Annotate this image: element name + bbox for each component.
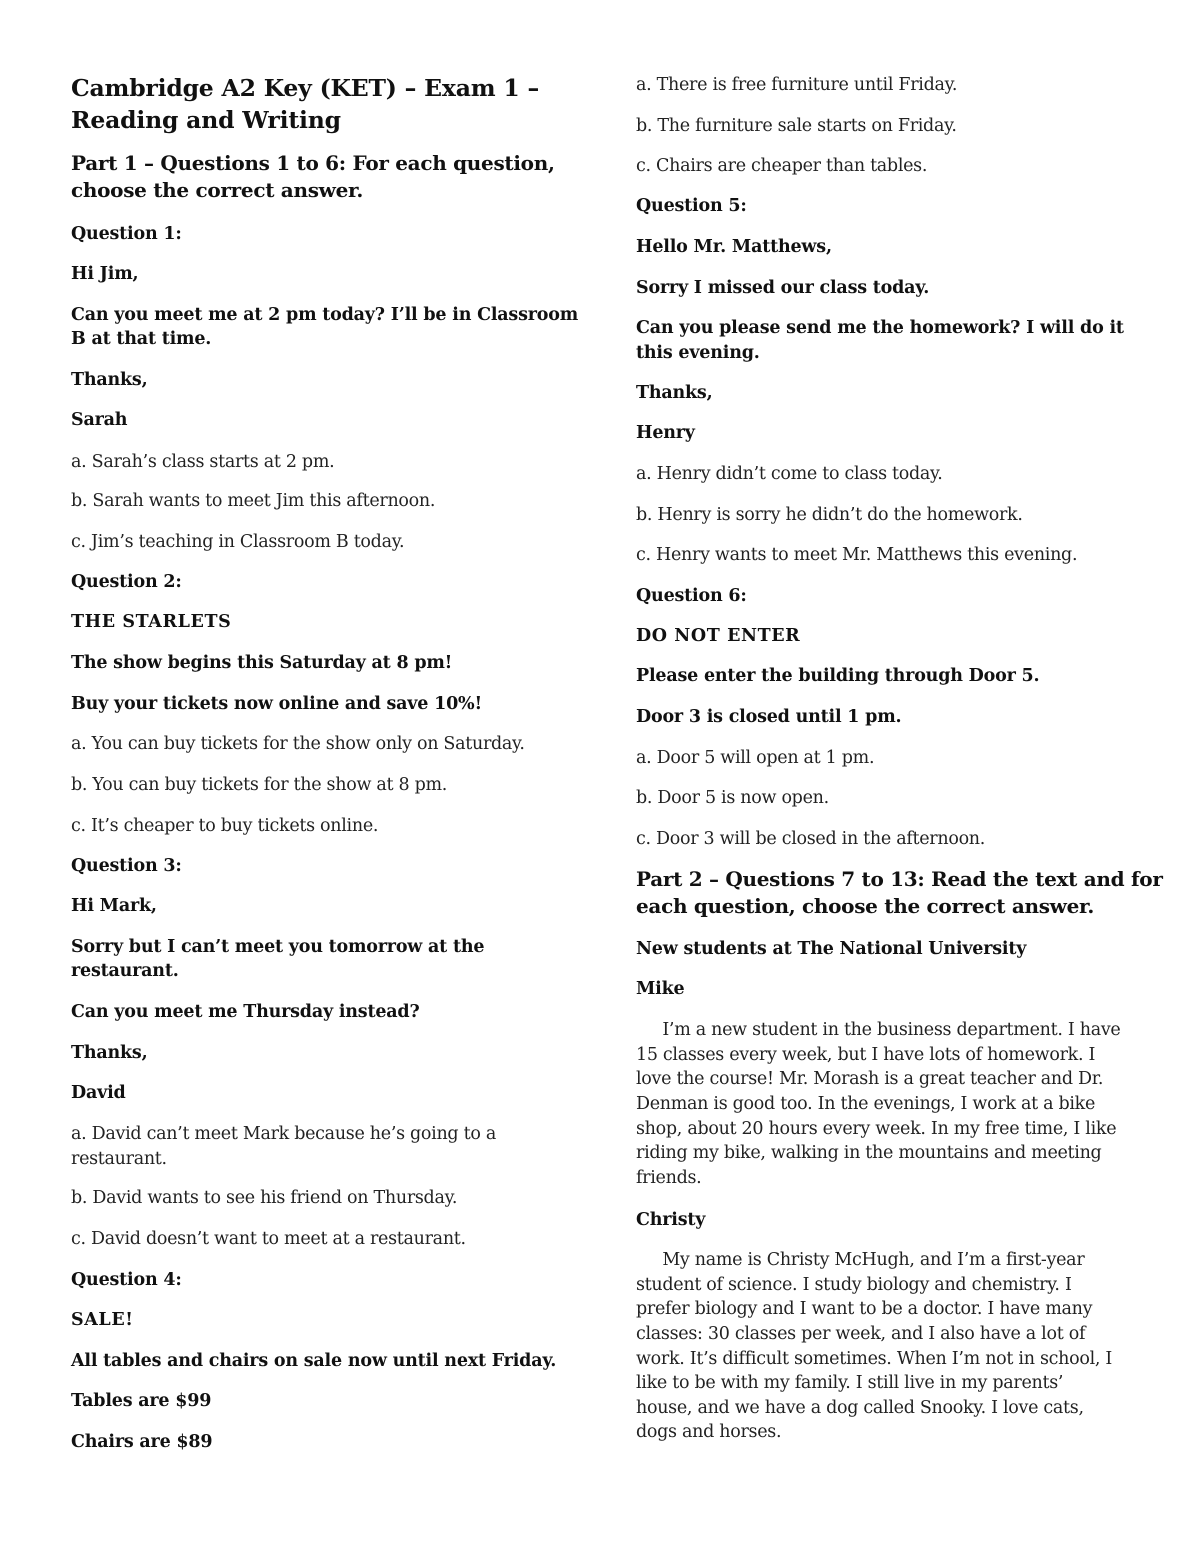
q3-option-c: c. David doesn’t want to meet at a restaurant.: [71, 1229, 466, 1249]
q5-message-line: Sorry I missed our class today.: [636, 278, 930, 298]
christy-text-line: work. It’s difficult sometimes. When I’m not in school, I: [636, 1349, 1113, 1369]
christy-text-line: dogs and horses.: [636, 1422, 782, 1442]
q1-message-line: Sarah: [71, 410, 128, 430]
q3-message-line: Hi Mark,: [71, 896, 157, 916]
q2-option-c: c. It’s cheaper to buy tickets online.: [71, 816, 379, 836]
part1-heading-line-2: choose the correct answer.: [71, 178, 364, 202]
q1-option-c: c. Jim’s teaching in Classroom B today.: [71, 532, 405, 552]
q3-message-line: David: [71, 1083, 126, 1103]
mike-text-line: love the course! Mr. Morash is a great teacher and Dr.: [636, 1069, 1104, 1089]
christy-text-line: house, and we have a dog called Snooky. I love cats,: [636, 1398, 1084, 1418]
question-2-label: Question 2:: [71, 572, 182, 592]
christy-text-line: student of science. I study biology and chemistry. I: [636, 1275, 1072, 1295]
q1-option-a: a. Sarah’s class starts at 2 pm.: [71, 452, 335, 472]
mike-text-line: riding my bike, walking in the mountains and meeting: [636, 1143, 1102, 1163]
christy-text-line: prefer biology and I want to be a doctor. I have many: [636, 1299, 1093, 1319]
q3-message-line: restaurant.: [71, 961, 179, 981]
q4-option-c: c. Chairs are cheaper than tables.: [636, 156, 928, 176]
mike-text-line: friends.: [636, 1168, 702, 1188]
q2-option-a: a. You can buy tickets for the show only on Saturday.: [71, 734, 525, 754]
reading-text-title: New students at The National University: [636, 939, 1027, 959]
q2-message-heading: THE STARLETS: [71, 612, 232, 632]
q1-message-line: Hi Jim,: [71, 264, 139, 284]
mike-text-line: I’m a new student in the business department. I have: [636, 1020, 1121, 1040]
q6-option-c: c. Door 3 will be closed in the afternoon.: [636, 829, 986, 849]
q6-message-heading: DO NOT ENTER: [636, 626, 801, 646]
question-3-label: Question 3:: [71, 856, 182, 876]
q3-option-b: b. David wants to see his friend on Thursday.: [71, 1188, 458, 1208]
christy-name: Christy: [636, 1210, 706, 1230]
q5-message-line: Henry: [636, 423, 695, 443]
part2-heading-line-1: Part 2 – Questions 7 to 13: Read the text and for: [636, 867, 1163, 891]
q1-message-line: Can you meet me at 2 pm today? I’ll be in Classroom: [71, 305, 579, 325]
q1-message-line: Thanks,: [71, 370, 148, 390]
christy-text-line: My name is Christy McHugh, and I’m a first-year: [636, 1250, 1085, 1270]
q2-message-line: Buy your tickets now online and save 10%!: [71, 694, 482, 714]
q4-message-line: Tables are $99: [71, 1391, 212, 1411]
mike-text-line: 15 classes every week, but I have lots of homework. I: [636, 1045, 1096, 1065]
q3-message-line: Can you meet me Thursday instead?: [71, 1002, 420, 1022]
q6-option-a: a. Door 5 will open at 1 pm.: [636, 748, 875, 768]
q5-message-line: Hello Mr. Matthews,: [636, 237, 832, 257]
q5-message-line: this evening.: [636, 343, 760, 363]
question-6-label: Question 6:: [636, 586, 747, 606]
question-5-label: Question 5:: [636, 196, 747, 216]
question-1-label: Question 1:: [71, 224, 182, 244]
part2-heading-line-2: each question, choose the correct answer.: [636, 894, 1095, 918]
mike-text-line: Denman is good too. In the evenings, I work at a bike: [636, 1094, 1096, 1114]
christy-text-line: classes: 30 classes per week, and I also have a lot of: [636, 1324, 1086, 1344]
mike-name: Mike: [636, 979, 685, 999]
q5-option-c: c. Henry wants to meet Mr. Matthews this evening.: [636, 545, 1078, 565]
document-title-line-2: Reading and Writing: [71, 106, 341, 134]
document-title-line-1: Cambridge A2 Key (KET) – Exam 1 –: [71, 74, 540, 102]
q6-message-line: Please enter the building through Door 5.: [636, 666, 1040, 686]
q3-option-a-continued: restaurant.: [71, 1149, 167, 1169]
q2-option-b: b. You can buy tickets for the show at 8 pm.: [71, 775, 448, 795]
q4-message-line: Chairs are $89: [71, 1432, 213, 1452]
q4-option-a: a. There is free furniture until Friday.: [636, 75, 958, 95]
question-4-label: Question 4:: [71, 1270, 182, 1290]
q4-option-b: b. The furniture sale starts on Friday.: [636, 116, 957, 136]
q3-option-a: a. David can’t meet Mark because he’s going to a: [71, 1124, 496, 1144]
q6-option-b: b. Door 5 is now open.: [636, 788, 829, 808]
q3-message-line: Sorry but I can’t meet you tomorrow at the: [71, 937, 485, 957]
christy-text-line: like to be with my family. I still live in my parents’: [636, 1373, 1064, 1393]
q1-option-b: b. Sarah wants to meet Jim this afternoon.: [71, 491, 436, 511]
q3-message-line: Thanks,: [71, 1043, 148, 1063]
mike-text-line: shop, about 20 hours every week. In my free time, I like: [636, 1119, 1117, 1139]
q5-option-b: b. Henry is sorry he didn’t do the homework.: [636, 505, 1023, 525]
q5-message-line: Can you please send me the homework? I will do it: [636, 318, 1124, 338]
q5-option-a: a. Henry didn’t come to class today.: [636, 464, 943, 484]
q4-message-heading: SALE!: [71, 1310, 134, 1330]
part1-heading-line-1: Part 1 – Questions 1 to 6: For each question,: [71, 151, 555, 175]
q1-message-line: B at that time.: [71, 329, 212, 349]
q5-message-line: Thanks,: [636, 383, 713, 403]
q2-message-line: The show begins this Saturday at 8 pm!: [71, 653, 453, 673]
q6-message-line: Door 3 is closed until 1 pm.: [636, 707, 902, 727]
q4-message-line: All tables and chairs on sale now until next Friday.: [71, 1351, 557, 1371]
